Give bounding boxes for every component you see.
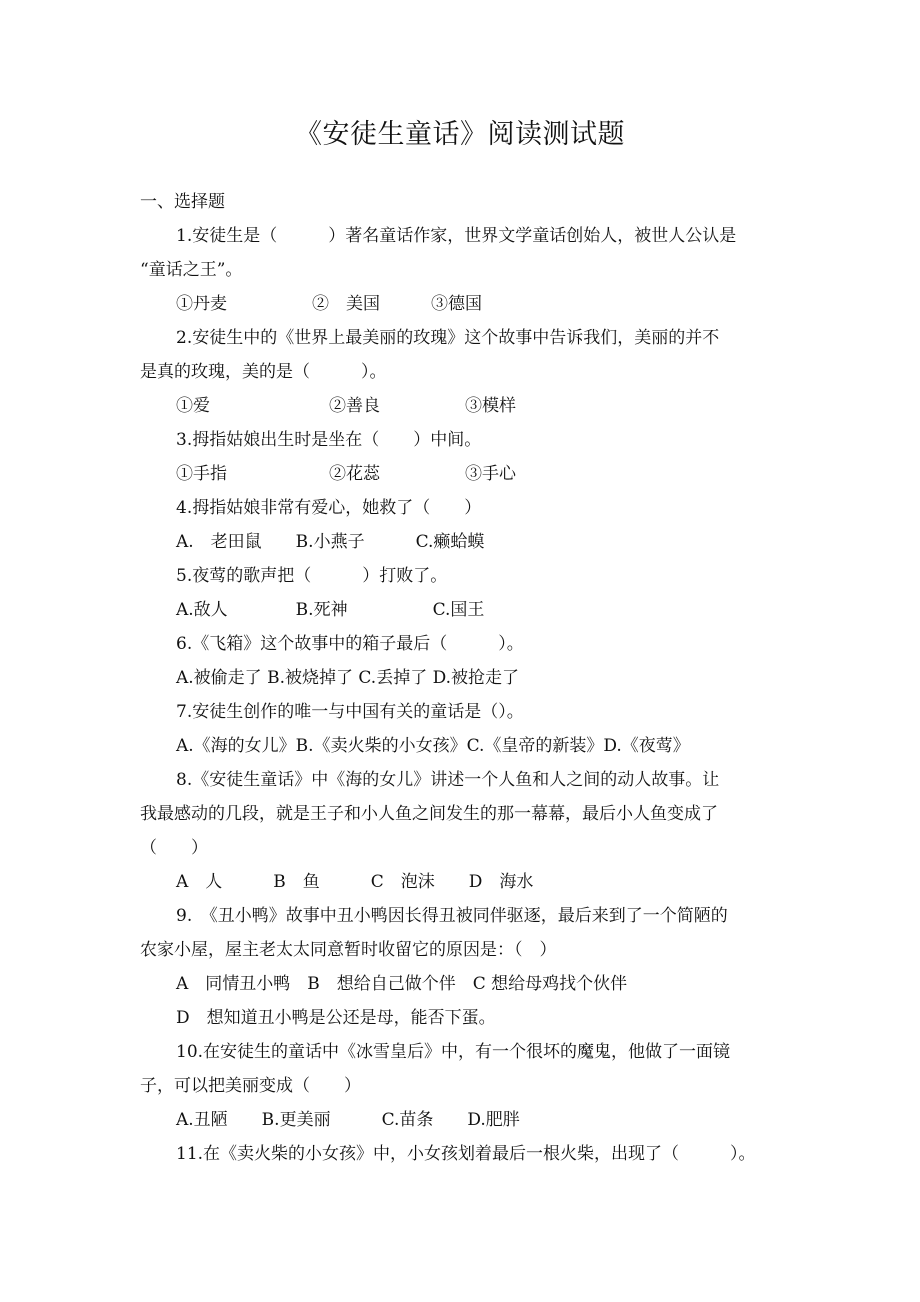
question-5-options: A.敌人 B.死神 C.国王 xyxy=(176,600,485,620)
question-7-options: A.《海的女儿》B.《卖火柴的小女孩》C.《皇帝的新装》D.《夜莺》 xyxy=(176,736,690,756)
question-9-options-1: A 同情丑小鸭 B 想给自己做个伴 C 想给母鸡找个伙伴 xyxy=(176,974,628,994)
question-3-line-1: 3.拇指姑娘出生时是坐在（ ）中间。 xyxy=(176,430,482,450)
question-7-line-1: 7.安徒生创作的唯一与中国有关的童话是（）。 xyxy=(176,702,524,722)
question-2-options: ①爱 ②善良 ③模样 xyxy=(176,396,516,416)
question-4-line-1: 4.拇指姑娘非常有爱心，她救了（ ） xyxy=(176,498,482,518)
question-11-line-1: 11.在《卖火柴的小女孩》中，小女孩划着最后一根火柴，出现了（ ）。 xyxy=(176,1144,756,1164)
question-2-line-2: 是真的玫瑰，美的是（ ）。 xyxy=(140,362,387,382)
question-8-options: A 人 B 鱼 C 泡沫 D 海水 xyxy=(176,872,534,892)
question-10-options: A.丑陋 B.更美丽 C.苗条 D.肥胖 xyxy=(176,1110,520,1130)
question-4-options: A. 老田鼠 B.小燕子 C.癞蛤蟆 xyxy=(176,532,485,552)
question-9-options-2: D 想知道丑小鸭是公还是母，能否下蛋。 xyxy=(176,1008,496,1028)
document-title: 《安徒生童话》阅读测试题 xyxy=(295,119,625,150)
document-body xyxy=(140,185,790,1171)
question-3-options: ①手指 ②花蕊 ③手心 xyxy=(176,464,516,484)
question-1-options: ①丹麦 ② 美国 ③德国 xyxy=(176,294,482,314)
question-2-line-1: 2.安徒生中的《世界上最美丽的玫瑰》这个故事中告诉我们，美丽的并不 xyxy=(176,328,720,348)
question-9-line-2: 农家小屋，屋主老太太同意暂时收留它的原因是：（ ） xyxy=(140,940,557,960)
question-6-line-1: 6.《飞箱》这个故事中的箱子最后（ ）。 xyxy=(176,634,524,654)
question-1-line-1: 1.安徒生是（ ）著名童话作家，世界文学童话创始人，被世人公认是 xyxy=(176,226,737,246)
question-9-line-1: 9. 《丑小鸭》故事中丑小鸭因长得丑被同伴驱逐，最后来到了一个简陋的 xyxy=(176,906,728,926)
question-10-line-1: 10.在安徒生的童话中《冰雪皇后》中，有一个很坏的魔鬼，他做了一面镜 xyxy=(176,1042,731,1062)
question-1-line-2: “童话之王”。 xyxy=(140,260,243,280)
question-8-line-2: 我最感动的几段，就是王子和小人鱼之间发生的那一幕幕，最后小人鱼变成了 xyxy=(140,804,718,824)
question-5-line-1: 5.夜莺的歌声把（ ）打败了。 xyxy=(176,566,448,586)
question-8-line-3: （ ） xyxy=(140,838,208,858)
question-6-options: A.被偷走了 B.被烧掉了 C.丢掉了 D.被抢走了 xyxy=(176,668,520,688)
question-8-line-1: 8.《安徒生童话》中《海的女儿》讲述一个人鱼和人之间的动人故事。让 xyxy=(176,770,720,790)
section-heading: 一、选择题 xyxy=(140,192,225,212)
question-10-line-2: 子，可以把美丽变成（ ） xyxy=(140,1076,361,1096)
